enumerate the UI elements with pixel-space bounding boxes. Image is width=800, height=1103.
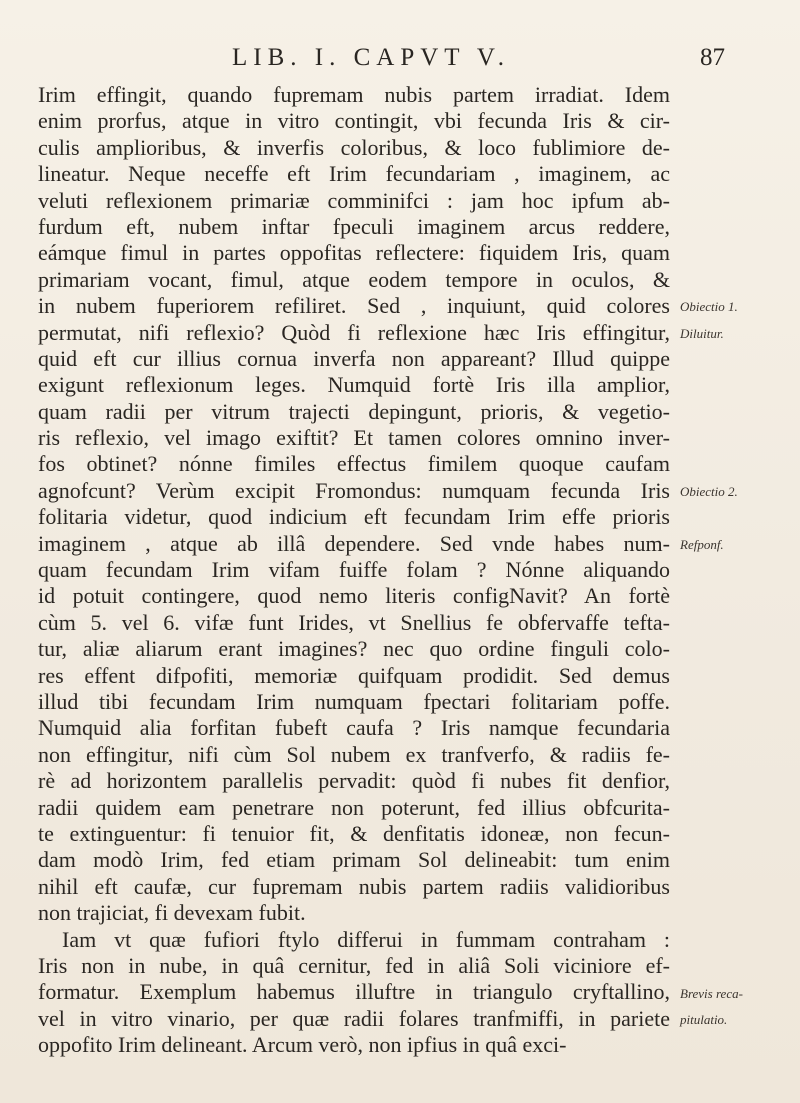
text-line: Irim effingit, quando fupremam nubis partem irradiat. Idem — [38, 82, 670, 107]
margin-note: Diluitur. — [680, 325, 724, 341]
margin-note: Obiectio 1. — [680, 299, 738, 315]
text-line: nihil eft caufæ, cur fupremam nubis partem radiis validioribus — [38, 873, 670, 899]
text-line: tur, aliæ aliarum erant imagines? nec quo ordine finguli colo- — [38, 636, 670, 662]
page-header — [0, 44, 800, 74]
text-line: quam fecundam Irim vifam fuiffe folam ? Nónne aliquando — [38, 557, 670, 583]
text-line: quid eft cur illius cornua inverfa non appareant? Illud quippe — [38, 345, 670, 371]
text-line: lineatur. Neque neceffe eft Irim fecundariam , imaginem, ac — [38, 161, 670, 187]
text-line: res effent difpofiti, memoriæ quifquam prodidit. Sed demus — [38, 662, 670, 688]
text-line: Iam vt quæ fufiori ftylo differui in fummam contraham : — [62, 926, 670, 952]
text-line: veluti reflexionem primariæ comminifci : jam hoc ipfum ab- — [38, 187, 670, 213]
text-line: primariam vocant, fimul, atque eodem tempore in oculos, & — [38, 266, 670, 292]
text-line: fos obtinet? nónne fimiles effectus fimilem quoque caufam — [38, 451, 670, 477]
text-line: non trajiciat, fi devexam fubit. — [38, 900, 306, 926]
text-line: id potuit contingere, quod nemo literis configNavit? An fortè — [38, 583, 670, 609]
text-line: furdum eft, nubem inftar fpeculi imaginem arcus reddere, — [38, 213, 670, 239]
text-line: rè ad horizontem parallelis pervadit: quòd fi nubes fit denfior, — [38, 768, 670, 794]
text-line: radii quidem eam penetrare non poterunt, fed illius obfcurita- — [38, 794, 670, 820]
text-line: eámque fimul in partes oppofitas reflectere: fiquidem Iris, quam — [38, 240, 670, 266]
text-line: illud tibi fecundam Irim numquam fpectari folitariam poffe. — [38, 688, 670, 714]
margin-note: pitulatio. — [680, 1012, 728, 1027]
text-line: dam modò Irim, fed etiam primam Sol delineabit: tum enim — [38, 847, 670, 873]
text-line: formatur. Exemplum habemus illuftre in triangulo cryftallino, — [38, 979, 670, 1005]
text-line: vel in vitro vinario, per quæ radii folares tranfmiffi, in pariete — [38, 1005, 670, 1031]
text-line: te extinguentur: fi tenuior fit, & denfitatis idoneæ, non fecun- — [38, 820, 670, 846]
text-line: culis amplioribus, & inverfis coloribus, & loco fublimiore de- — [38, 134, 670, 160]
margin-note: Brevis reca- — [680, 985, 743, 1001]
text-line: enim prorfus, atque in vitro contingit, vbi fecunda Iris & cir- — [38, 108, 670, 134]
running-head: LIB. I. CAPVT V. — [232, 44, 510, 71]
body-text — [38, 82, 670, 1058]
text-line: in nubem fuperiorem refiliret. Sed , inquiunt, quid colores — [38, 293, 670, 319]
text-line: oppofito Irim delineant. Arcum verò, non ipfius in quâ exci- — [38, 1032, 567, 1058]
text-line: non effingitur, nifi cùm Sol nubem ex tranfverfo, & radiis fe- — [38, 741, 670, 767]
text-line: ris reflexio, vel imago exiftit? Et tamen colores omnino inver- — [38, 425, 670, 451]
text-line: quam radii per vitrum trajecti depingunt, prioris, & vegetio- — [38, 398, 670, 424]
text-line: folitaria videtur, quod indicium eft fecundam Irim effe prioris — [38, 504, 670, 530]
text-line: exigunt reflexionum leges. Numquid fortè Iris illa amplior, — [38, 372, 670, 398]
text-line: Iris non in nube, in quâ cernitur, fed in aliâ Soli viciniore ef- — [38, 952, 670, 978]
text-line: agnofcunt? Verùm excipit Fromondus: numquam fecunda Iris — [38, 477, 670, 503]
margin-note: Refponf. — [680, 536, 724, 552]
text-line: cùm 5. vel 6. vifæ funt Irides, vt Snellius fe obfervaffe tefta- — [38, 609, 670, 635]
page-number: 87 — [700, 44, 725, 71]
text-line: permutat, nifi reflexio? Quòd fi reflexione hæc Iris effingitur, — [38, 319, 670, 345]
margin-note: Obiectio 2. — [680, 484, 738, 499]
text-line: Numquid alia forfitan fubeft caufa ? Iris namque fecundaria — [38, 715, 670, 741]
text-line: imaginem , atque ab illâ dependere. Sed vnde habes num- — [38, 530, 670, 556]
